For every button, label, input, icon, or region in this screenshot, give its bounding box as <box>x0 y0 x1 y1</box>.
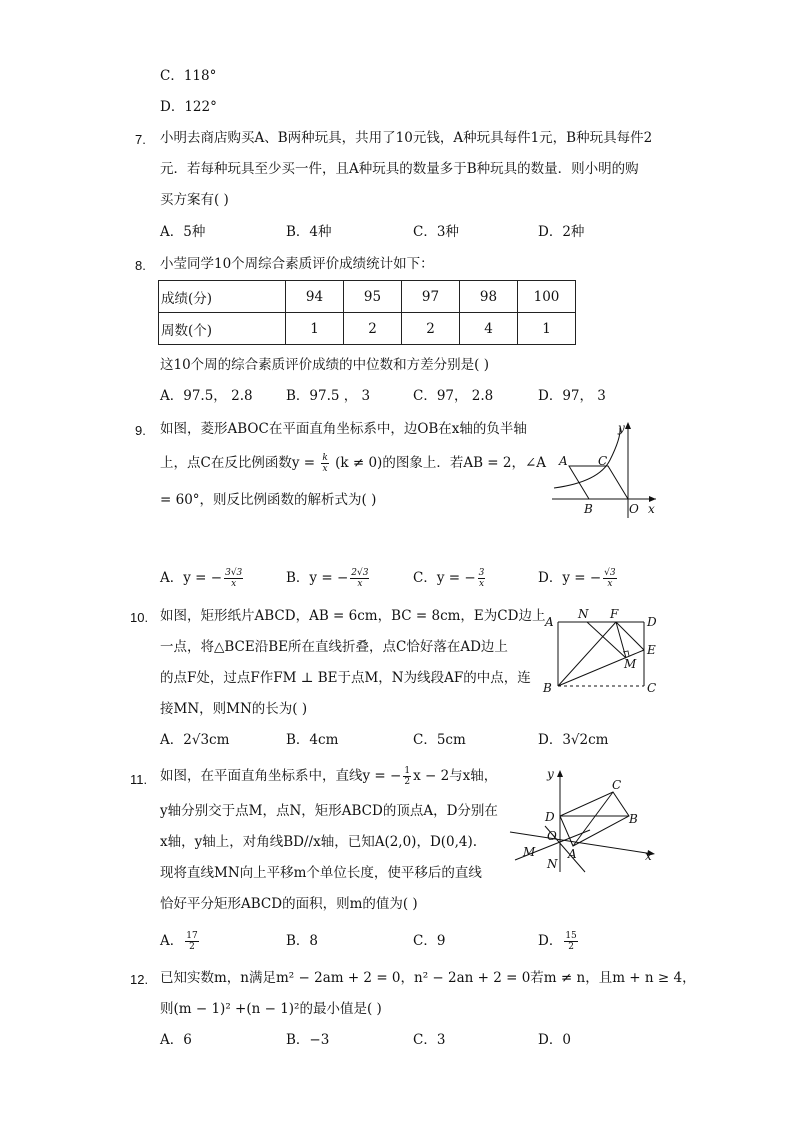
segment-bf <box>558 622 616 686</box>
q9-option-b <box>286 568 371 589</box>
q11-line2: y轴分别交于点M，点N，矩形ABCD的顶点A，D分别在 <box>160 803 498 819</box>
fig-label-c: C <box>647 681 657 695</box>
q10-option-b: B．4cm <box>286 732 339 748</box>
fig-label-a: A <box>545 615 554 629</box>
option-fraction <box>350 568 369 589</box>
fraction-denominator: x <box>322 464 328 474</box>
fig-label-n: N <box>578 607 589 621</box>
q11-line3: x轴，y轴上，对角线BD//x轴，已知A(2,0)，D(0,4). <box>160 834 478 850</box>
fig-label-d: D <box>545 810 555 824</box>
option-prefix: D． <box>538 933 563 949</box>
q9-line1: 如图，菱形ABOC在平面直角坐标系中，边OB在x轴的负半轴 <box>160 421 527 437</box>
fraction-numerator: 1 <box>404 766 411 776</box>
table-cell: 1 <box>286 313 344 345</box>
q10-option-c: C．5cm <box>413 732 466 748</box>
fig-label-n: N <box>547 857 558 871</box>
q12-option-a: A．6 <box>160 1032 192 1048</box>
table-cell: 100 <box>518 281 576 313</box>
fig-label-m: M <box>624 657 637 671</box>
q11-option-d <box>538 931 580 952</box>
q12-line1: 已知实数m，n满足m² − 2am + 2 = 0，n² − 2an + 2 = 0若m ≠ n，且m + n ≥ 4， <box>160 970 696 986</box>
q12-option-b: B．−3 <box>286 1032 330 1048</box>
q10-option-d: D．3√2cm <box>538 732 609 748</box>
q11-number: 11. <box>130 772 148 787</box>
q8-line1: 小莹同学10个周综合素质评价成绩统计如下： <box>160 256 434 272</box>
fig-label-m: M <box>523 845 536 859</box>
q8-option-b: B．97.5 ， 3 <box>286 388 371 404</box>
table-cell: 98 <box>460 281 518 313</box>
q11-line1-end: x − 2与x轴， <box>413 768 498 784</box>
q11-line1-start: 如图，在平面直角坐标系中，直线y = − <box>160 768 402 784</box>
table-cell: 4 <box>460 313 518 345</box>
q12-line2: 则(m − 1)² +(n − 1)²的最小值是( ) <box>160 1001 382 1017</box>
q8-option-a: A．97.5， 2.8 <box>160 388 253 404</box>
option-fraction <box>564 931 577 952</box>
fraction-numerator: 17 <box>186 931 198 941</box>
fig-label-c: C <box>612 778 622 792</box>
y-axis-arrow <box>625 422 631 429</box>
fig-label-c: C <box>598 454 608 468</box>
q7-option-c: C．3种 <box>413 224 459 240</box>
q11-line5: 恰好平分矩形ABCD的面积，则m的值为( ) <box>160 896 418 912</box>
fig-label-o: O <box>629 502 639 516</box>
q9-number: 9. <box>135 423 146 438</box>
fig-label-x: x <box>648 502 655 516</box>
fig-label-a: A <box>568 847 577 861</box>
q11-line1 <box>160 766 497 787</box>
fraction-numerator: √3 <box>604 568 616 578</box>
fig-label-x: x <box>645 849 652 863</box>
option-prefix: A．y = − <box>160 570 223 586</box>
fig-label-e: E <box>647 643 656 657</box>
q12-option-c: C．3 <box>413 1032 446 1048</box>
q10-line1: 如图，矩形纸片ABCD，AB = 6cm，BC = 8cm，E为CD边上 <box>160 608 546 624</box>
fraction-denominator: x <box>231 579 237 589</box>
q11-option-a <box>160 931 201 952</box>
q7-number: 7. <box>135 132 146 147</box>
option-prefix: C．y = − <box>413 570 476 586</box>
option-prefix: A． <box>160 933 184 949</box>
table-header-score: 成绩(分) <box>159 281 286 313</box>
option-prefix: D．y = − <box>538 570 602 586</box>
fig-label-o: O <box>547 829 557 843</box>
q10-line4: 接MN，则MN的长为( ) <box>160 701 308 717</box>
one-half-fraction <box>403 766 411 787</box>
q9-option-d <box>538 568 619 589</box>
q6-option-d: D．122° <box>160 99 217 115</box>
fraction-denominator: x <box>607 579 613 589</box>
fig-label-b: B <box>584 502 593 516</box>
table-header-weeks: 周数(个) <box>159 313 286 345</box>
q10-line3: 的点F处，过点F作FM ⊥ BE于点M，N为线段AF的中点，连 <box>160 670 531 686</box>
coordinate-rectangle-figure <box>505 764 660 874</box>
q9-line2 <box>160 453 546 474</box>
table-cell: 2 <box>344 313 402 345</box>
fig-label-b: B <box>629 812 638 826</box>
table-row <box>159 281 576 313</box>
option-fraction <box>603 568 616 589</box>
q8-option-d: D．97， 3 <box>538 388 606 404</box>
q6-option-c: C．118° <box>160 68 217 84</box>
q7-line3: 买方案有( ) <box>160 192 229 208</box>
option-fraction <box>478 568 486 589</box>
q11-line4: 现将直线MN向上平移m个单位长度，使平移后的直线 <box>160 865 482 881</box>
q8-option-c: C．97， 2.8 <box>413 388 494 404</box>
q9-option-a <box>160 568 245 589</box>
table-cell: 95 <box>344 281 402 313</box>
q8-line2: 这10个周的综合素质评价成绩的中位数和方差分别是( ) <box>160 357 490 373</box>
fraction-numerator: 15 <box>565 931 577 941</box>
k-over-x-fraction <box>321 453 328 474</box>
table-cell: 2 <box>402 313 460 345</box>
fraction-numerator: 3√3 <box>225 568 243 578</box>
option-fraction <box>185 931 198 952</box>
fig-label-d: D <box>647 615 657 629</box>
q12-number: 12. <box>130 972 149 987</box>
q9-line2-start: 上，点C在反比例函数y = <box>160 455 316 471</box>
q11-option-b: B．8 <box>286 933 319 949</box>
option-prefix: B．y = − <box>286 570 349 586</box>
fraction-denominator: x <box>357 579 363 589</box>
q10-option-a: A．2√3cm <box>160 732 230 748</box>
right-angle-mark <box>623 651 629 656</box>
q7-line1: 小明去商店购买A、B两种玩具，共用了10元钱，A种玩具每件1元，B种玩具每件2 <box>160 130 653 146</box>
fig-label-y: y <box>618 421 625 435</box>
fraction-denominator: 2 <box>404 777 411 787</box>
table-cell: 94 <box>286 281 344 313</box>
segment-nm <box>587 622 626 658</box>
table-cell: 1 <box>518 313 576 345</box>
fraction-denominator: 2 <box>189 942 195 952</box>
rhombus-figure <box>544 418 664 518</box>
fraction-denominator: x <box>479 579 485 589</box>
fig-label-y: y <box>547 767 554 781</box>
fraction-numerator: k <box>322 453 328 463</box>
fig-label-b: B <box>543 681 552 695</box>
q10-number: 10. <box>130 610 149 625</box>
q9-line2-end: (k ≠ 0)的图象上．若AB = 2，∠A <box>335 455 547 471</box>
q8-number: 8. <box>135 258 146 273</box>
rectangle-fold-figure <box>540 606 665 700</box>
fraction-denominator: 2 <box>568 942 574 952</box>
q7-option-b: B．4种 <box>286 224 332 240</box>
table-cell: 97 <box>402 281 460 313</box>
fraction-numerator: 2√3 <box>351 568 369 578</box>
q7-option-d: D．2种 <box>538 224 585 240</box>
q10-line2: 一点，将△BCE沿BE所在直线折叠，点C恰好落在AD边上 <box>160 639 508 655</box>
y-axis-arrow <box>557 770 563 777</box>
fig-label-f: F <box>610 607 619 621</box>
option-fraction <box>224 568 243 589</box>
q12-option-d: D．0 <box>538 1032 571 1048</box>
q9-line3: = 60°，则反比例函数的解析式为( ) <box>160 492 377 508</box>
q11-option-c: C．9 <box>413 933 446 949</box>
fig-label-a: A <box>559 454 568 468</box>
table-row <box>159 313 576 345</box>
diagonal-ac <box>573 792 613 846</box>
q7-line2: 元．若每种玩具至少买一件，且A种玩具的数量多于B种玩具的数量．则小明的购 <box>160 161 639 177</box>
q7-option-a: A．5种 <box>160 224 206 240</box>
fraction-numerator: 3 <box>478 568 485 578</box>
score-table <box>158 280 576 345</box>
q9-option-c <box>413 568 487 589</box>
